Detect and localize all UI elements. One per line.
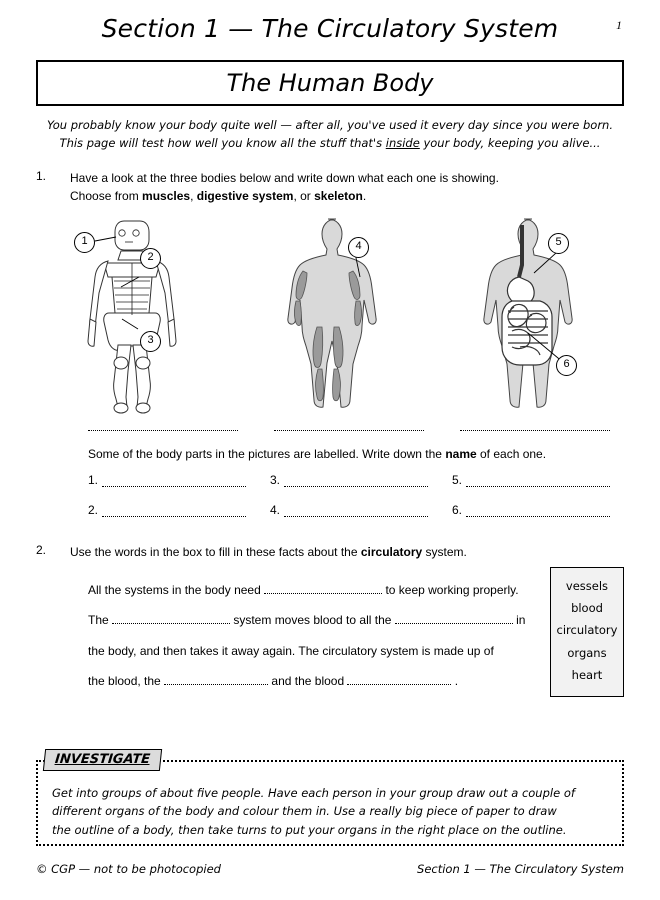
callout-3: 3 [140, 331, 161, 352]
body-figures [36, 215, 624, 415]
footer-copyright: © CGP — not to be photocopied [36, 862, 221, 876]
question-2 [36, 543, 624, 561]
digestive-illustration [456, 215, 606, 415]
answer-line-2[interactable] [102, 506, 246, 517]
word-box [550, 567, 624, 697]
question-2-text [70, 543, 624, 561]
fact-blank-3[interactable] [395, 612, 513, 624]
callout-2: 2 [140, 248, 161, 269]
answer-item-6 [452, 503, 624, 517]
answer-grid [36, 473, 624, 517]
question-1-line-2 [70, 187, 624, 205]
fact-line-1 [88, 575, 558, 606]
muscles-figure [260, 215, 410, 415]
fact-blank-2[interactable] [112, 612, 230, 624]
fact-lines [36, 575, 558, 697]
footer-section: Section 1 — The Circulatory System [417, 862, 624, 876]
fact-2-pre: The [88, 613, 113, 628]
answer-line-1[interactable] [102, 476, 246, 487]
line-2-end: . [362, 188, 367, 203]
answer-label-6: 6. [452, 502, 463, 517]
sub-instruction-pre: Some of the body parts in the pictures are labelled. Write down the [88, 446, 446, 461]
callout-5: 5 [548, 233, 569, 254]
answer-item-3 [270, 473, 442, 487]
option-muscles: muscles [142, 188, 191, 203]
sep-2: , or [293, 188, 315, 203]
word-heart: heart [571, 668, 603, 683]
fact-line-2 [88, 605, 558, 636]
fact-blank-1[interactable] [264, 582, 382, 594]
option-digestive-system: digestive system [196, 188, 294, 203]
answer-line-5[interactable] [466, 476, 610, 487]
callout-6: 6 [556, 355, 577, 376]
intro-line-2-pre: This page will test how well you know all the stuff that's [59, 135, 386, 150]
question-2-number: 2. [36, 542, 47, 557]
intro-paragraph [36, 117, 624, 153]
answer-label-2: 2. [88, 502, 99, 517]
answer-label-3: 3. [270, 472, 281, 487]
page-title: The Human Body [226, 69, 434, 97]
option-skeleton: skeleton [314, 188, 363, 203]
question-1-line-1: Have a look at the three bodies below and write down what each one is showing. [70, 170, 499, 185]
answer-label-1: 1. [88, 472, 99, 487]
answer-line-4[interactable] [284, 506, 428, 517]
figure-answer-line-2[interactable] [274, 421, 424, 431]
fact-blank-5[interactable] [347, 673, 451, 685]
page-footer [36, 862, 624, 876]
answer-label-5: 5. [452, 472, 463, 487]
question-1 [36, 169, 624, 205]
investigate-line-1: Get into groups of about five people. Have each person in your group draw out a couple of [52, 786, 575, 800]
fact-line-4 [88, 666, 558, 697]
intro-line-1: You probably know your body quite well — after all, you've used it every day since you were born. [47, 118, 613, 132]
investigate-text [38, 762, 622, 839]
investigate-line-2: different organs of the body and colour them in. Use a really big piece of paper to draw [52, 804, 557, 819]
word-vessels: vessels [565, 578, 609, 593]
fact-1-pre: All the systems in the body need [88, 582, 265, 597]
page-number: 1 [616, 18, 622, 32]
answer-label-4: 4. [270, 502, 281, 517]
answer-item-2 [88, 503, 260, 517]
labelled-parts-instruction [36, 447, 624, 461]
word-blood: blood [571, 601, 603, 616]
question-1-number: 1. [36, 168, 47, 183]
figure-answer-line-1[interactable] [88, 421, 238, 431]
intro-underlined-word: inside [385, 135, 420, 150]
fact-2-post: in [512, 613, 526, 628]
fact-1-post: to keep working properly. [382, 582, 519, 597]
skeleton-figure [64, 215, 214, 415]
question-2-post: system. [422, 544, 467, 559]
callout-1: 1 [74, 232, 95, 253]
intro-line-2 [36, 135, 624, 153]
title-box [36, 60, 624, 106]
figure-answer-lines [36, 421, 624, 431]
choose-from-label: Choose from [70, 188, 143, 203]
intro-line-2-post: your body, keeping you alive... [419, 135, 601, 150]
section-title: Section 1 — The Circulatory System [101, 14, 559, 43]
fact-line-3: the body, and then takes it away again. The circulatory system is made up of [88, 643, 494, 658]
fact-4-pre: the blood, the [88, 674, 165, 689]
word-organs: organs [567, 645, 607, 660]
question-2-bold: circulatory [360, 544, 423, 559]
answer-item-1 [88, 473, 260, 487]
question-2-wrap [36, 543, 624, 697]
fact-blank-4[interactable] [164, 673, 268, 685]
investigate-line-3: the outline of a body, then take turns to put your organs in the right place on the outline. [52, 822, 567, 837]
sub-instruction-bold: name [445, 446, 477, 461]
answer-line-3[interactable] [284, 476, 428, 487]
question-1-text [70, 169, 624, 205]
digestive-figure [456, 215, 606, 415]
fact-4-post: . [451, 674, 459, 689]
muscles-illustration [260, 215, 410, 415]
answer-item-4 [270, 503, 442, 517]
sep-1: , [190, 188, 197, 203]
answer-item-5 [452, 473, 624, 487]
answer-line-6[interactable] [466, 506, 610, 517]
sub-instruction-post: of each one. [476, 446, 547, 461]
fact-2-mid: system moves blood to all the [230, 613, 395, 628]
investigate-box [36, 752, 624, 846]
question-2-pre: Use the words in the box to fill in these facts about the [70, 544, 361, 559]
investigate-tag: INVESTIGATE [43, 749, 162, 771]
word-circulatory: circulatory [556, 623, 618, 638]
page-header [36, 0, 624, 54]
fact-4-mid: and the blood [268, 674, 348, 689]
callout-4: 4 [348, 237, 369, 258]
figure-answer-line-3[interactable] [460, 421, 610, 431]
